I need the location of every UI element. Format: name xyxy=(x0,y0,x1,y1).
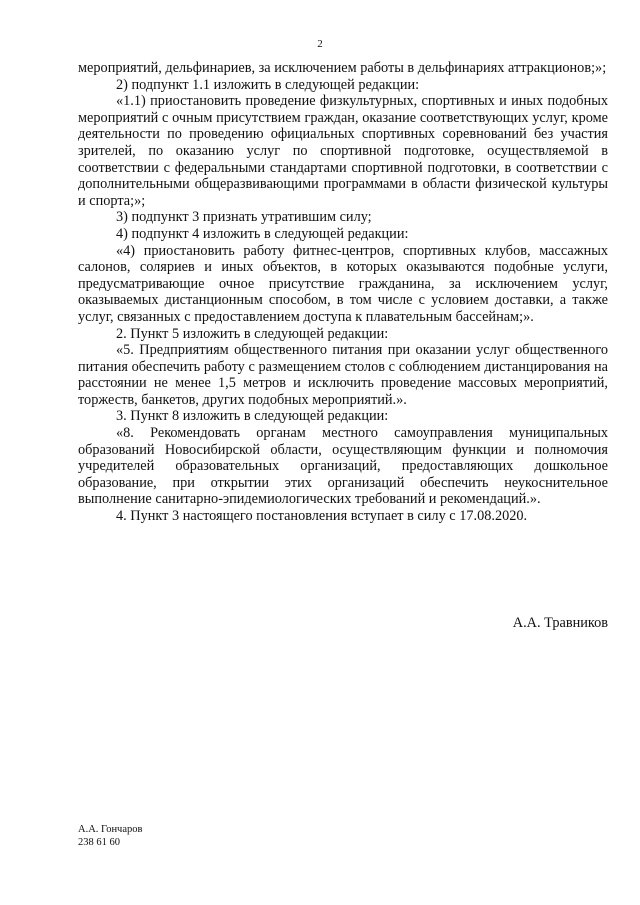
signature-name: А.А. Травников xyxy=(512,615,608,631)
executor-name: А.А. Гончаров xyxy=(78,824,143,835)
paragraph: «4) приостановить работу фитнес-центров, спортивных клубов, массажных салонов, соляриев и иных объектов, в которых оказываются подобные услуги, предусматривающие очное присутствие гражданина, за исключением услуг, оказываемых дистанционным способом, в том числе с условием доставки, а также услуг, связанных с предоставлением доступа к плавательным бассейнам;». xyxy=(78,242,608,325)
paragraph: 3) подпункт 3 признать утратившим силу; xyxy=(116,209,372,226)
paragraph: 4) подпункт 4 изложить в следующей редакции: xyxy=(116,225,409,242)
paragraph: 2. Пункт 5 изложить в следующей редакции: xyxy=(116,325,389,342)
page-number: 2 xyxy=(317,38,323,50)
paragraph: «8. Рекомендовать органам местного самоуправления муниципальных образований Новосибирской области, осуществляющим функции и полномочия учредителей образовательных организаций, предоставляющих дошкольное образование, при открытии этих организаций обеспечить неукоснительное выполнение санитарно-эпидемиологических требований и рекомендаций.». xyxy=(78,425,608,508)
executor-block xyxy=(78,824,142,849)
executor-phone: 238 61 60 xyxy=(78,836,120,848)
paragraph: 2) подпункт 1.1 изложить в следующей редакции: xyxy=(116,76,420,93)
paragraph: «5. Предприятиям общественного питания при оказании услуг общественного питания обеспечить работу с размещением столов с соблюдением дистанцирования на расстоянии не менее 1,5 метров и исключить проведение массовых мероприятий, торжеств, банкетов, других подобных мероприятий.». xyxy=(78,342,608,408)
paragraph: 3. Пункт 8 изложить в следующей редакции: xyxy=(116,408,389,425)
paragraph: мероприятий, дельфинариев, за исключением работы в дельфинариях аттракционов;»; xyxy=(78,60,607,76)
paragraph: 4. Пункт 3 настоящего постановления вступает в силу с 17.08.2020. xyxy=(116,508,528,525)
paragraph: «1.1) приостановить проведение физкультурных, спортивных и иных подобных мероприятий с очным присутствием граждан, оказание соответствующих услуг, кроме деятельности по проведению официальных спортивных соревнований без участия зрителей, по оказанию услуг по спортивной подготовке, осуществляемой в соответствии с федеральными стандартами спортивной подготовки, в соответствии с дополнительными общеразвивающими программами в области физической культуры и спорта;»; xyxy=(78,93,608,209)
document-body xyxy=(78,60,608,525)
